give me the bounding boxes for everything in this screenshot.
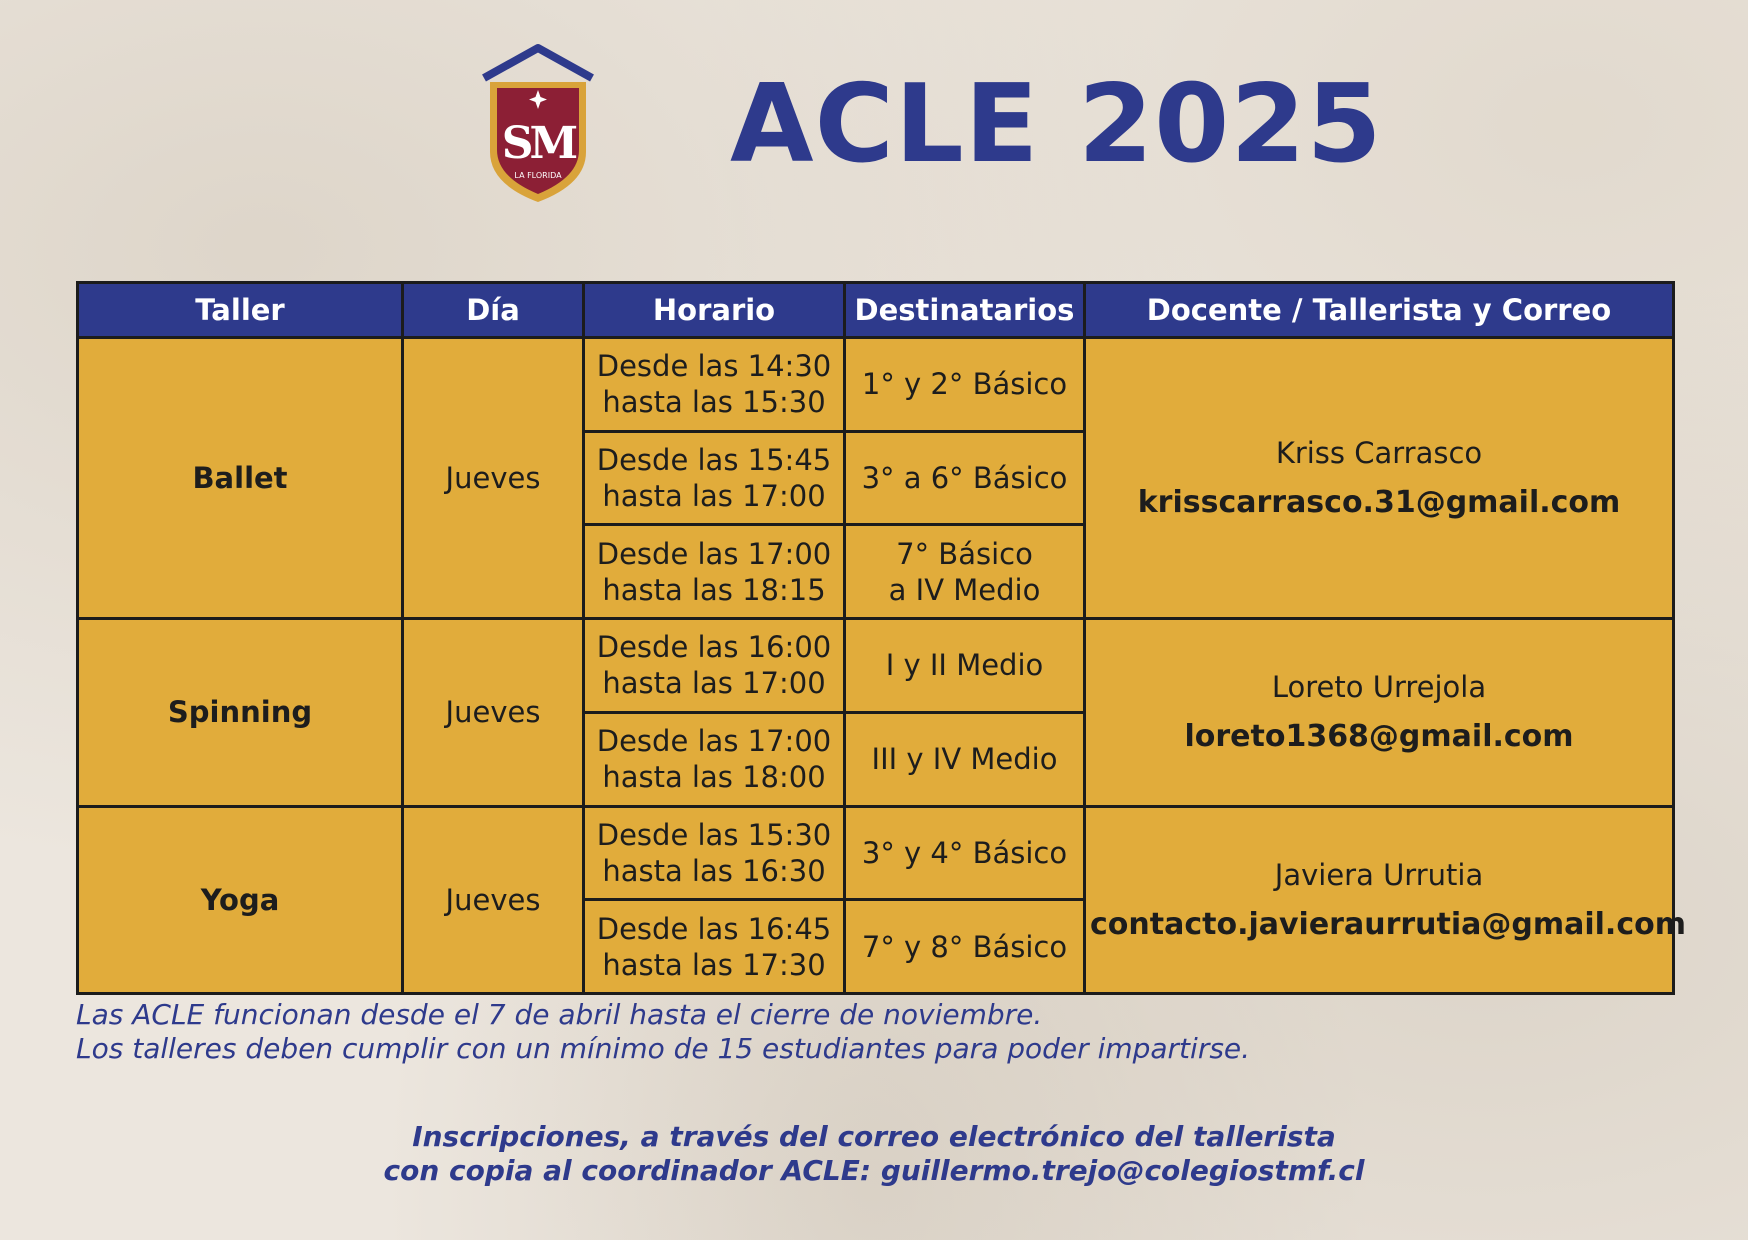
- table-row: [78, 619, 1674, 713]
- docente-name: Kriss Carrasco: [1275, 436, 1483, 471]
- horario-desde: Desde las 15:45: [596, 443, 832, 478]
- horario-cell: [584, 712, 845, 806]
- inscripcion-line: con copia al coordinador ACLE: guillermo.trejo@colegiostmf.cl: [383, 1154, 1365, 1187]
- table-header-row: [78, 283, 1674, 338]
- docente-email: loreto1368@gmail.com: [1184, 719, 1574, 755]
- table-row: [78, 806, 1674, 900]
- info-note-line: Las ACLE funcionan desde el 7 de abril hasta el cierre de noviembre.: [76, 998, 1043, 1031]
- page-title: ACLE 2025: [730, 62, 1383, 187]
- taller-cell: Spinning: [78, 619, 403, 806]
- info-note: [76, 998, 1676, 1066]
- crest-monogram: SM: [501, 118, 575, 169]
- horario-hasta: hasta las 17:00: [602, 479, 826, 514]
- docente-email: krisscarrasco.31@gmail.com: [1137, 485, 1621, 521]
- destinatarios-text: 7° y 8° Básico: [861, 929, 1068, 964]
- horario-desde: Desde las 16:45: [596, 911, 832, 946]
- horario-cell: [584, 525, 845, 619]
- dia-cell: Jueves: [403, 338, 584, 619]
- destinatarios-cell: [845, 525, 1085, 619]
- table-row: [78, 338, 1674, 432]
- dia-cell: Jueves: [403, 619, 584, 806]
- header-dia: Día: [403, 283, 584, 338]
- inscripcion-note: [0, 1120, 1748, 1188]
- taller-cell: Ballet: [78, 338, 403, 619]
- horario-cell: [584, 338, 845, 432]
- horario-hasta: hasta las 16:30: [602, 853, 826, 888]
- info-note-line: Los talleres deben cumplir con un mínimo de 15 estudiantes para poder impartirse.: [76, 1032, 1251, 1065]
- horario-hasta: hasta las 18:15: [602, 572, 826, 607]
- destinatarios-cell: [845, 900, 1085, 994]
- docente-email: contacto.javieraurrutia@gmail.com: [1090, 906, 1686, 942]
- docente-name: Javiera Urrutia: [1274, 857, 1484, 892]
- crest-roof: [484, 48, 592, 78]
- inscripcion-line: Inscripciones, a través del correo electrónico del tallerista: [412, 1120, 1336, 1153]
- horario-cell: [584, 900, 845, 994]
- horario-hasta: hasta las 18:00: [602, 760, 826, 795]
- horario-hasta: hasta las 17:00: [602, 666, 826, 701]
- horario-cell: [584, 619, 845, 713]
- crest-caption: LA FLORIDA: [514, 171, 562, 180]
- horario-cell: [584, 806, 845, 900]
- destinatarios-cell: [845, 338, 1085, 432]
- destinatarios-cell: [845, 431, 1085, 525]
- destinatarios-text: a IV Medio: [888, 572, 1041, 607]
- horario-hasta: hasta las 17:30: [602, 947, 826, 982]
- acle-schedule-table: [76, 281, 1686, 995]
- dia-cell: Jueves: [403, 806, 584, 993]
- header-docente: Docente / Tallerista y Correo: [1085, 283, 1674, 338]
- taller-cell: Yoga: [78, 806, 403, 993]
- horario-desde: Desde las 14:30: [596, 349, 832, 384]
- docente-cell: [1085, 619, 1674, 806]
- horario-desde: Desde las 17:00: [596, 536, 832, 571]
- docente-name: Loreto Urrejola: [1271, 670, 1487, 705]
- school-crest-logo: [480, 42, 596, 206]
- docente-cell: [1085, 806, 1686, 993]
- horario-desde: Desde las 17:00: [596, 724, 832, 759]
- destinatarios-text: 3° y 4° Básico: [861, 835, 1068, 870]
- destinatarios-text: 1° y 2° Básico: [861, 367, 1068, 402]
- destinatarios-cell: [845, 712, 1085, 806]
- horario-desde: Desde las 16:00: [596, 630, 832, 665]
- docente-cell: [1085, 338, 1674, 619]
- destinatarios-text: I y II Medio: [885, 648, 1044, 683]
- header-destinatarios: Destinatarios: [845, 283, 1085, 338]
- horario-desde: Desde las 15:30: [596, 817, 832, 852]
- destinatarios-text: III y IV Medio: [871, 742, 1058, 777]
- header-taller: Taller: [78, 283, 403, 338]
- horario-hasta: hasta las 15:30: [602, 385, 826, 420]
- horario-cell: [584, 431, 845, 525]
- destinatarios-cell: [845, 806, 1085, 900]
- header-horario: Horario: [584, 283, 845, 338]
- destinatarios-cell: [845, 619, 1085, 713]
- destinatarios-text: 7° Básico: [896, 536, 1033, 571]
- destinatarios-text: 3° a 6° Básico: [861, 461, 1068, 496]
